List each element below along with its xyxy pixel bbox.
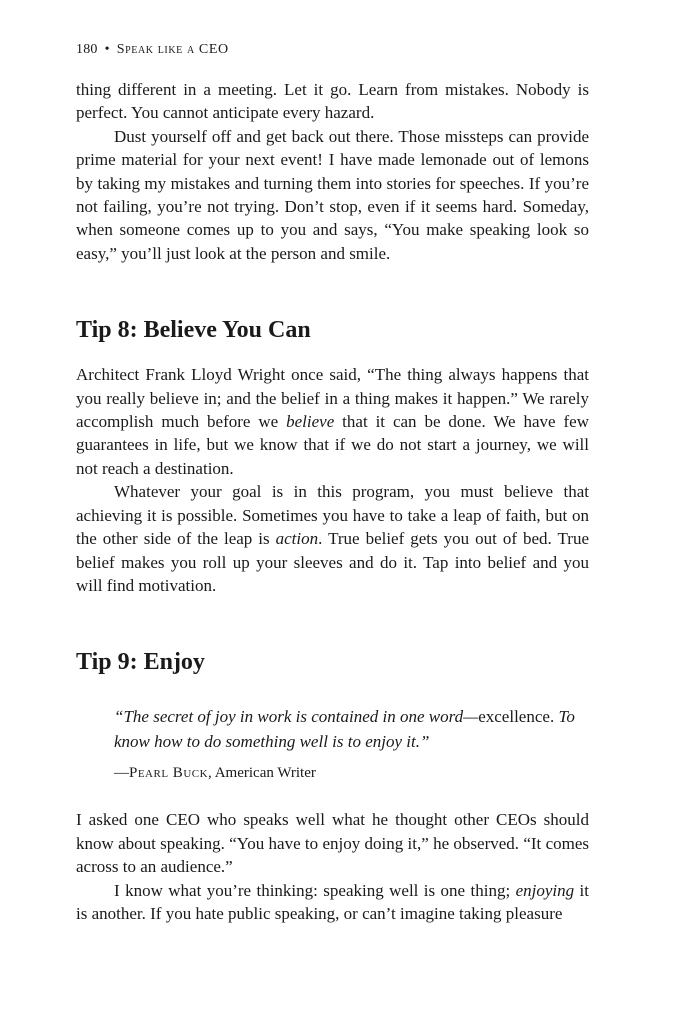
emphasis-believe: believe <box>286 412 335 432</box>
epigraph-attribution: —Pearl Buck, American Writer <box>114 765 316 782</box>
running-head <box>76 40 589 60</box>
paragraph-tip8-2: Whatever your goal is in this program, you must believe that achieving it is possible. Sometimes you have to take a leap of faith, but on the other side of the leap is action. True belief gets you out of bed. True belief makes you roll up your sleeves and do it. Tap into belief and you will find motivation. <box>76 482 589 595</box>
paragraph-tip9-1: I asked one CEO who speaks well what he thought other CEOs should know about speaking. “You have to enjoy doing it,” he observed. “It comes across to an audience.” <box>76 810 589 877</box>
book-title: Speak like a CEO <box>116 42 229 57</box>
running-head-separator: • <box>104 42 110 57</box>
paragraph-continuation: thing different in a meeting. Let it go. Learn from mistakes. Nobody is perfect. You cannot anticipate every hazard. <box>76 80 589 123</box>
paragraph-tip9-2: I know what you’re thinking: speaking well is one thing; enjoying it is another. If you hate public speaking, or can’t imagine taking pleasure <box>76 880 589 923</box>
epigraph-quote: “The secret of joy in work is contained in one word—excellence. To know how to do something well is to enjoy it.” <box>114 707 575 752</box>
section-heading-tip-9: Tip 9: Enjoy <box>76 649 205 676</box>
epigraph <box>114 704 589 784</box>
emphasis-action: action <box>275 529 319 549</box>
page-number: 180 <box>76 42 98 57</box>
emphasis-enjoying: enjoying <box>515 880 575 900</box>
section-heading-tip-8: Tip 8: Believe You Can <box>76 317 311 344</box>
paragraph-tip8-1: Architect Frank Lloyd Wright once said, “The thing always happens that you really believe in; and the belief in a thing makes it happen.” We rarely accomplish much before we believe that it can be done. We have few guarantees in life, but we know that if we do not start a journey, we will not reach a destination. <box>76 365 589 478</box>
paragraph-dust-yourself-off: Dust yourself off and get back out there. Those missteps can provide prime material for your next event! I have made lemonade out of lemons by taking my mistakes and turning them into stories for speeches. If you’re not failing, you’re not trying. Don’t stop, even if it seems hard. Someday, when someone comes up to you and says, “You make speaking look so easy,” you’ll just look at the person and smile. <box>76 126 589 263</box>
book-page <box>76 40 589 925</box>
attribution-name: Pearl Buck <box>129 765 209 782</box>
